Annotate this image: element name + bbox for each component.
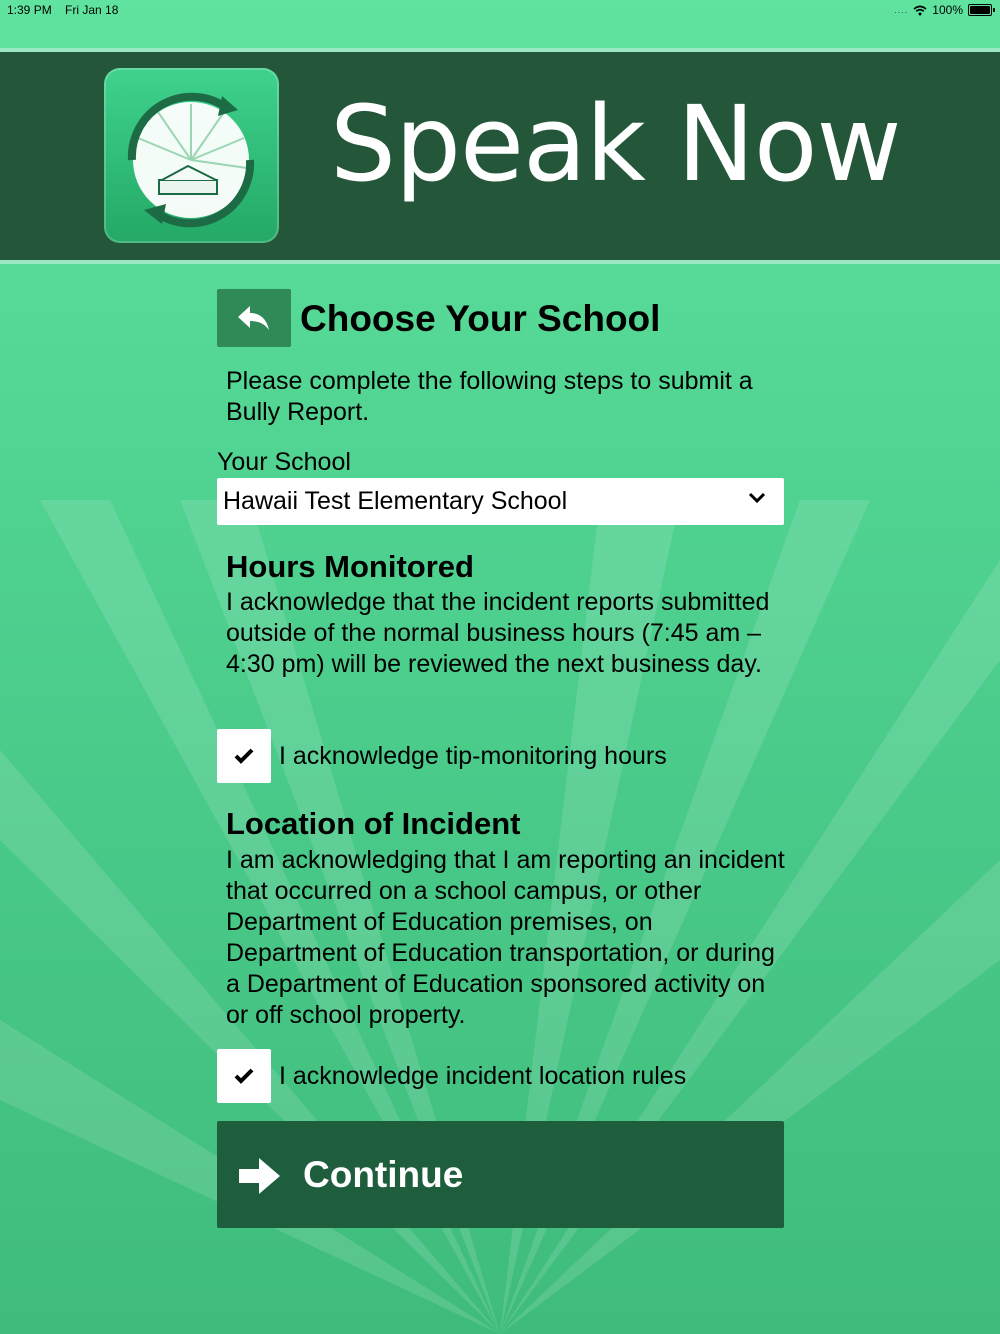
back-arrow-icon <box>236 304 272 332</box>
signal-icon: .... <box>894 5 909 15</box>
location-checkbox[interactable] <box>217 1049 271 1103</box>
school-select[interactable] <box>217 478 784 525</box>
continue-label: Continue <box>303 1154 464 1195</box>
hours-checkbox[interactable] <box>217 729 271 783</box>
hours-body: I acknowledge that the incident reports submitted outside of the normal business hours (7:45 am – 4:30 pm) will be reviewed the next business day. <box>226 588 770 678</box>
status-bar <box>0 0 1000 22</box>
school-label: Your School <box>217 448 351 476</box>
speak-now-logo-icon <box>104 68 279 243</box>
checkmark-icon <box>234 1068 254 1084</box>
arrow-right-icon <box>239 1158 281 1194</box>
wifi-icon <box>913 5 927 16</box>
app-title: Speak Now <box>330 83 901 205</box>
battery-percent: 100% <box>932 3 963 17</box>
status-time: 1:39 PM <box>7 3 52 17</box>
hours-checkbox-label[interactable]: I acknowledge tip-monitoring hours <box>279 742 667 770</box>
battery-icon <box>968 4 992 16</box>
app-header <box>0 48 1000 264</box>
page-title: Choose Your School <box>300 298 661 339</box>
chevron-down-icon <box>748 492 766 504</box>
continue-button[interactable] <box>217 1121 784 1228</box>
location-body: I am acknowledging that I am reporting an incident that occurred on a school campus, or other Department of Education premises, on Department of Education transportation, or during a Department of Education sponsored activity on or off school property. <box>226 846 785 1029</box>
back-button[interactable] <box>217 289 291 347</box>
school-select-value: Hawaii Test Elementary School <box>223 487 568 515</box>
checkmark-icon <box>234 748 254 764</box>
intro-text: Please complete the following steps to submit a Bully Report. <box>226 367 753 426</box>
hours-title: Hours Monitored <box>226 549 474 584</box>
location-checkbox-label[interactable]: I acknowledge incident location rules <box>279 1062 687 1090</box>
location-title: Location of Incident <box>226 806 521 841</box>
status-date: Fri Jan 18 <box>65 3 119 17</box>
